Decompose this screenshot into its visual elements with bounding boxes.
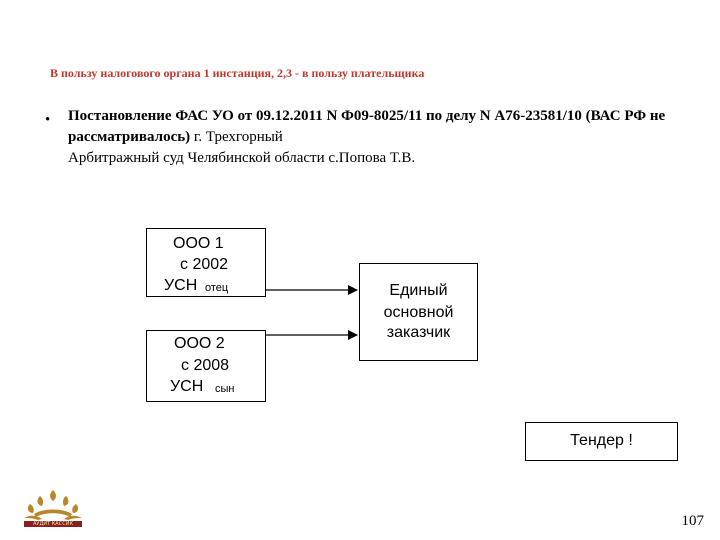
tender-label: Тендер ! [570, 432, 633, 449]
ooo2-role: сын [215, 383, 235, 395]
ooo1-name: ООО 1 [173, 235, 224, 252]
customer-line1: Единый [389, 282, 448, 299]
bullet-marker: • [45, 112, 51, 128]
customer-node [359, 263, 478, 361]
ooo2-since: с 2008 [181, 357, 230, 374]
ooo2-name: ООО 2 [174, 335, 225, 352]
ooo1-regime: УСН [164, 277, 198, 294]
tender-node [525, 422, 678, 461]
page-number: 107 [681, 513, 704, 529]
ooo1-node [146, 228, 266, 297]
ooo1-role: отец [205, 282, 229, 294]
customer-line2: основной [383, 304, 454, 321]
case-city: г. Трехгорный [190, 129, 283, 145]
company-logo [18, 488, 88, 534]
logo-text: АУДИТ КАССИК [33, 521, 73, 527]
slide-header: В пользу налогового органа 1 инстанция, 2,3 - в пользу плательщика [50, 66, 425, 80]
ooo2-regime: УСН [170, 378, 204, 395]
customer-line3: заказчик [386, 324, 451, 341]
ooo2-node [146, 330, 266, 402]
crown-emblem-icon [18, 488, 88, 534]
case-citation: Постановление ФАС УО от 09.12.2011 N Ф09-8025/11 по делу N А76-23581/10 (ВАС РФ не рассматривалось) [68, 108, 666, 145]
ooo1-since: с 2002 [180, 256, 229, 273]
court-info: Арбитражный суд Челябинской области с.Попова Т.В. [68, 150, 416, 166]
